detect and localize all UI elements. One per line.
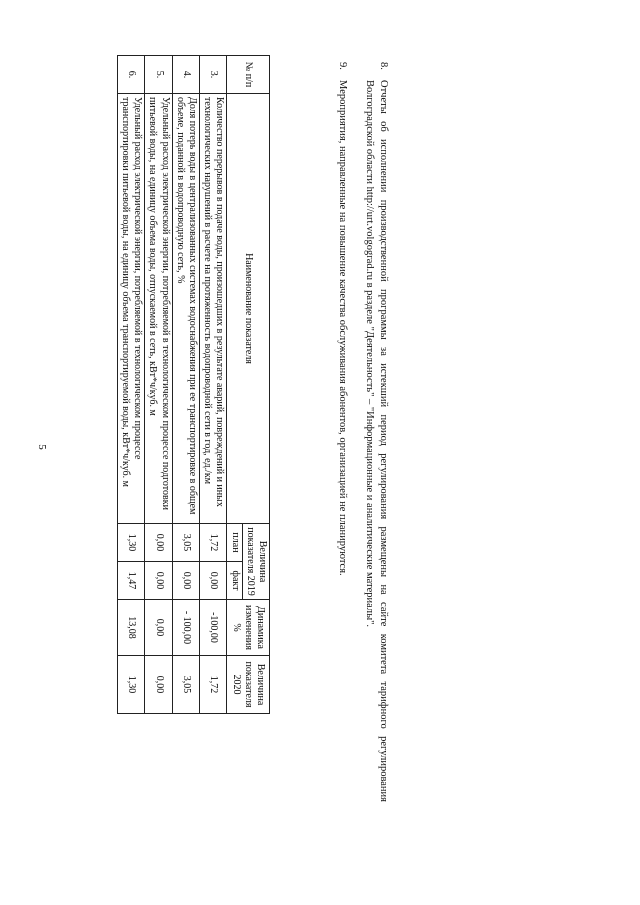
row-fact: 0,00 (172, 562, 199, 600)
row-plan: 1,72 (200, 524, 227, 562)
row-fact: 0,00 (200, 562, 227, 600)
row-plan: 3,05 (172, 524, 199, 562)
row-fact: 1,47 (117, 562, 144, 600)
row-plan: 0,00 (145, 524, 172, 562)
row-value-2020: 0,00 (145, 656, 172, 714)
table-row (145, 56, 172, 714)
row-num: 3. (200, 56, 227, 94)
row-dynamics: 13,08 (117, 600, 144, 656)
row-dynamics: - 100,00 (172, 600, 199, 656)
note-text: Мероприятия, направленные на повышение качества обслуживания абонентов, организацией не планируются. (336, 80, 348, 576)
row-name: Доля потерь воды в централизованных системах водоснабжения при ее транспортировке в общем объеме, поданной в водопроводную сеть, % (172, 94, 199, 524)
row-num: 6. (117, 56, 144, 94)
row-value-2020: 1,72 (200, 656, 227, 714)
row-fact: 0,00 (145, 562, 172, 600)
row-dynamics: -100,00 (200, 600, 227, 656)
col-header-value-2019: Величина показателя 2019 (242, 524, 269, 600)
col-header-fact: факт (227, 562, 242, 600)
col-header-value-2020: Величина показателя 2020 (227, 656, 270, 714)
note-number: 9. (336, 62, 348, 70)
col-header-num: № п/п (227, 56, 270, 94)
note-number: 8. (378, 62, 389, 70)
row-dynamics: 0,00 (145, 600, 172, 656)
row-num: 4. (172, 56, 199, 94)
row-name: Удельный расход электрической энергии, потребляемой в технологическом процессе транспортировки питьевой воды, на единицу объема транспортируемой воды, кВт*ч/куб. м (117, 94, 144, 524)
table-row (200, 56, 227, 714)
notes-section (321, 62, 390, 802)
table-row (117, 56, 144, 714)
row-name: Удельный расход электрической энергии, потребляемой в технологическом процессе подготовки питьевой воды, на единицу объема воды, отпускаемой в сеть, кВт*ч/куб. м (145, 94, 172, 524)
table-row (172, 56, 199, 714)
note-text: Отчеты об исполнении производственной программы за истекший период регулирования размещены на сайте комитета тарифного регулирования Волгоградской области http://urt.volgograd.ru в разделе "Деятельность" – "Информационные и аналитические материалы". (364, 80, 389, 802)
col-header-name: Наименование показателя (227, 94, 270, 524)
row-name: Количество перерывов в подаче воды, произошедших в результате аварий, повреждений и иных технологических нарушений в расчете на протяженность водопроводной сети в год, ед./км (200, 94, 227, 524)
note-item (335, 62, 349, 802)
page-number: 5 (36, 444, 48, 450)
row-num: 5. (145, 56, 172, 94)
row-value-2020: 1,30 (117, 656, 144, 714)
indicators-table (117, 55, 270, 714)
row-value-2020: 3,05 (172, 656, 199, 714)
col-header-plan: план (227, 524, 242, 562)
col-header-dynamics: Динамика изменения % (227, 600, 270, 656)
table-header-row (242, 56, 269, 714)
row-plan: 1,30 (117, 524, 144, 562)
note-item (363, 62, 390, 802)
